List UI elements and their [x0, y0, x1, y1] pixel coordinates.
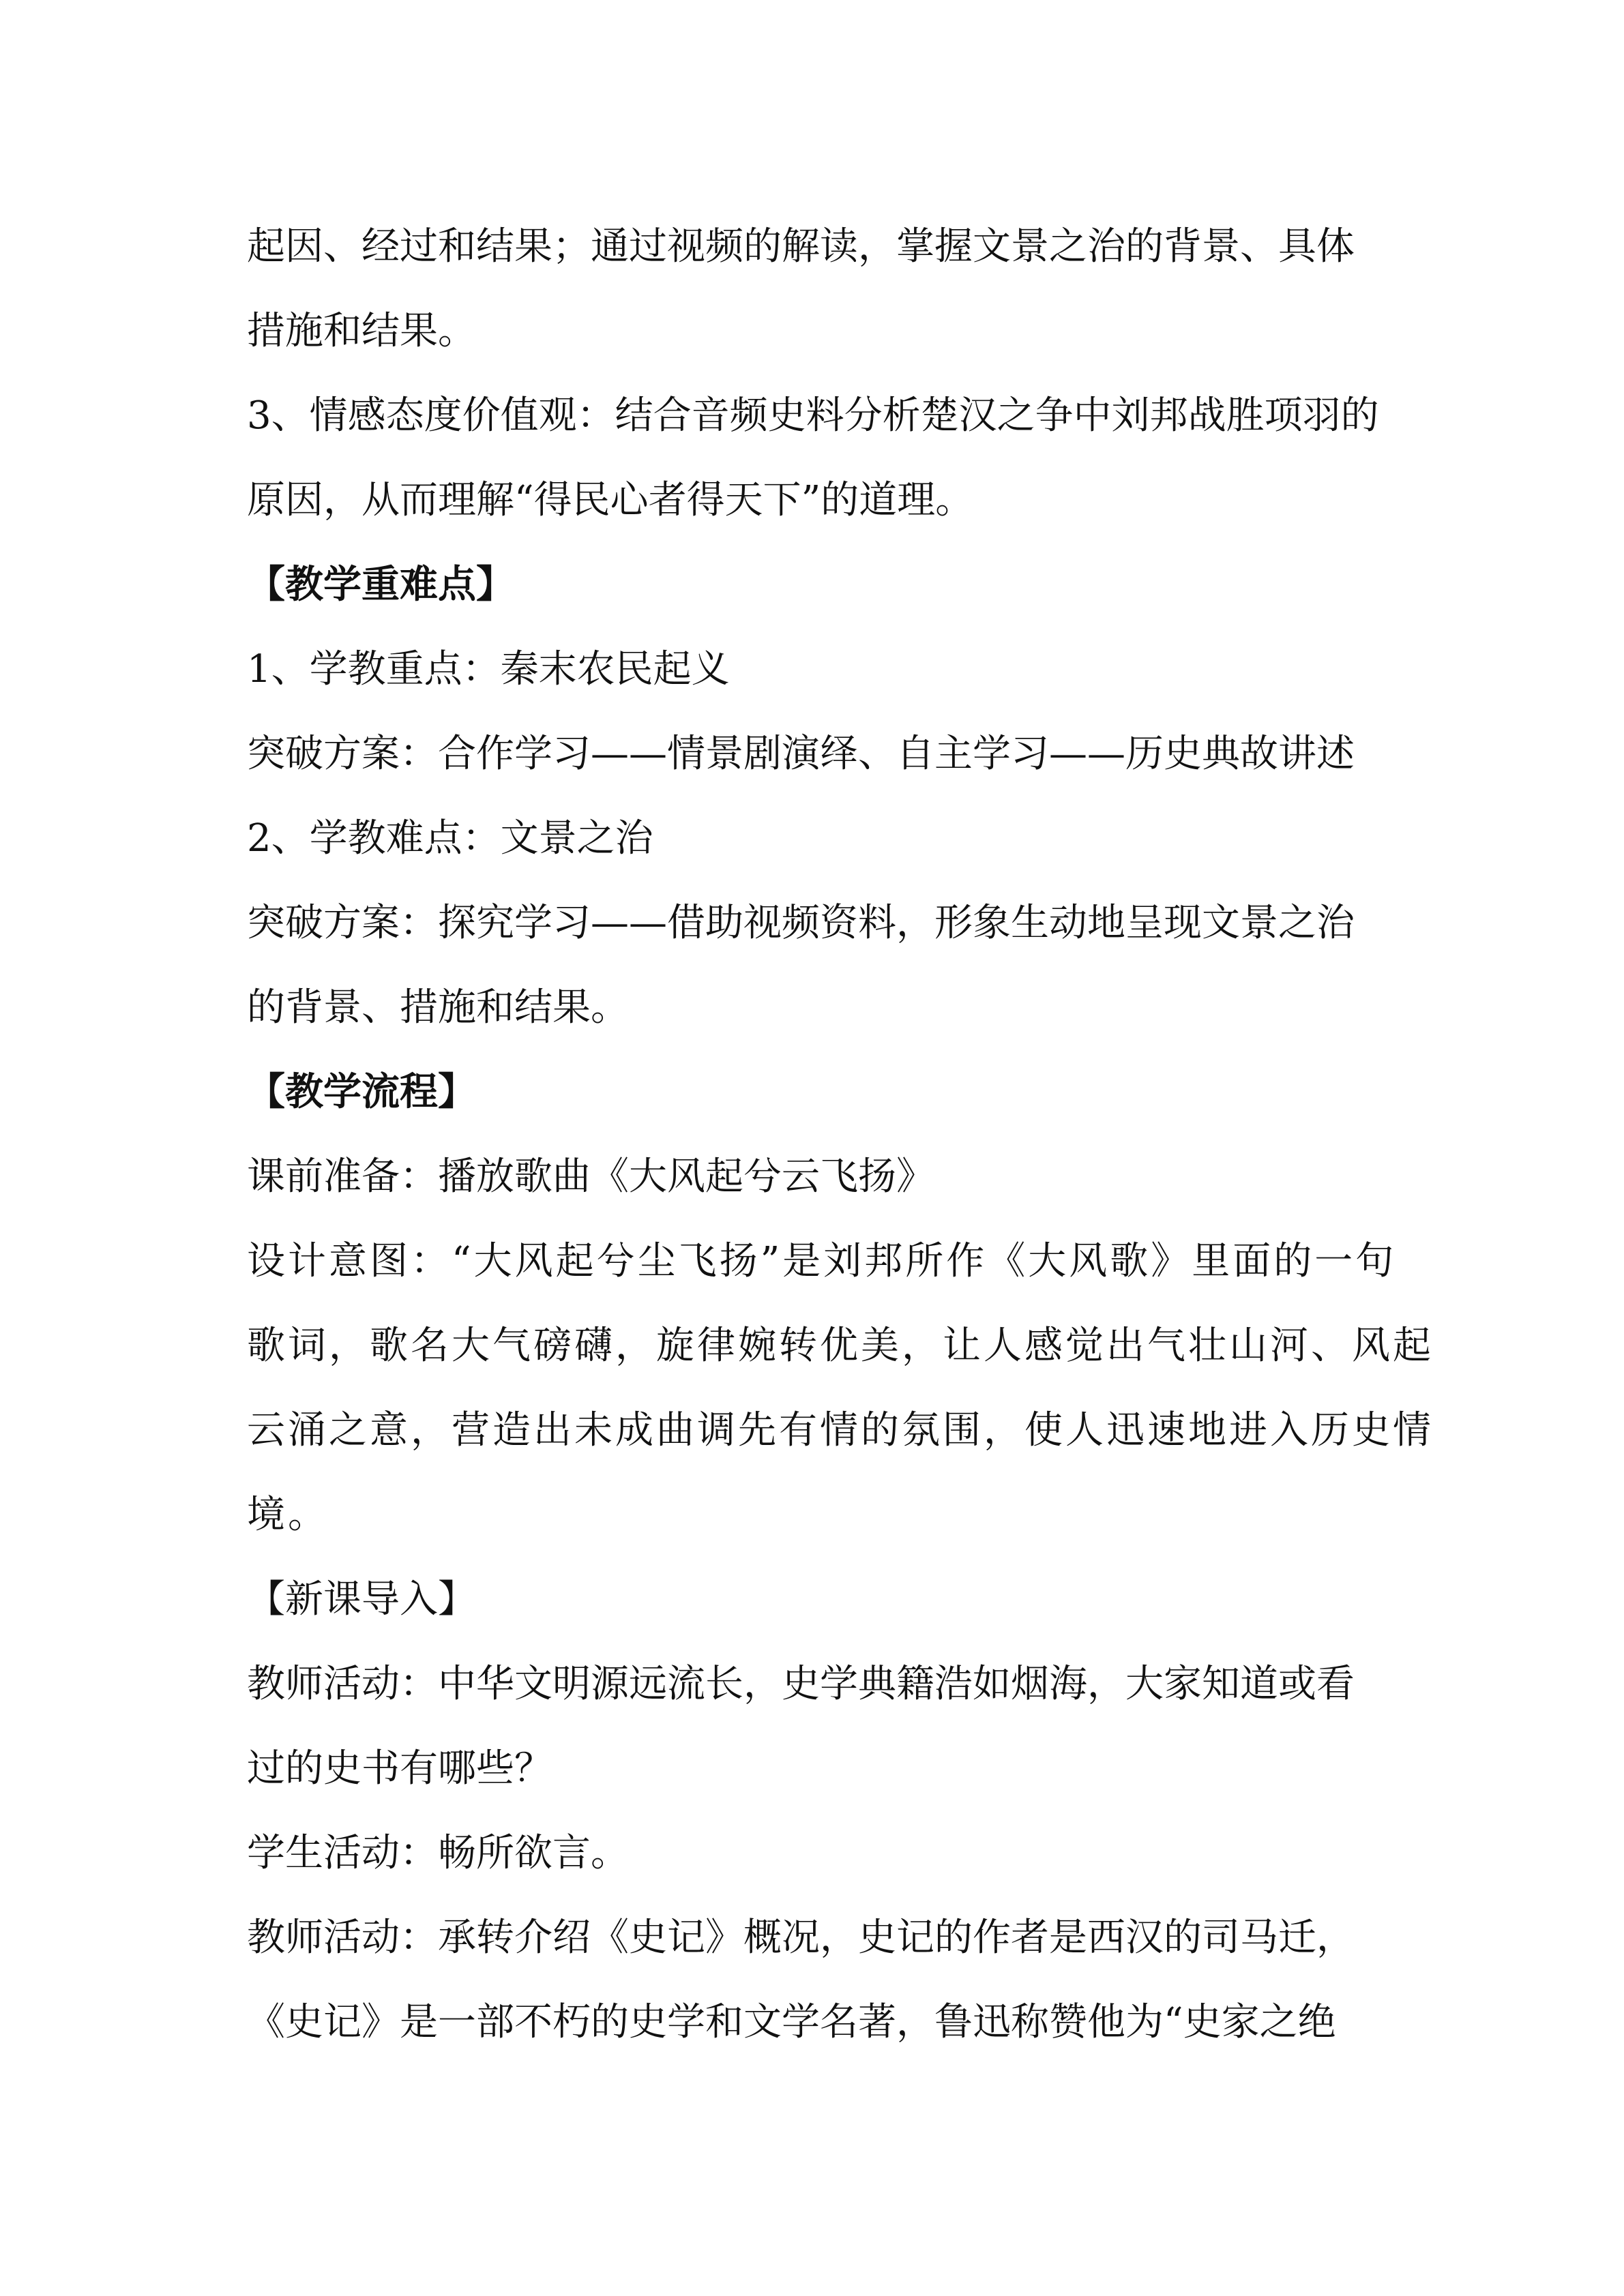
- body-line: 学生活动：畅所欲言。: [247, 1831, 629, 1875]
- body-line: 原因，从而理解“得民心者得天下”的道理。: [247, 478, 974, 522]
- body-line: 《史记》是一部不朽的史学和文学名著，鲁迅称赞他为“史家之绝: [247, 2000, 1336, 2044]
- section-heading-teaching-process: 【教学流程】: [247, 1070, 476, 1114]
- body-line: 教师活动：承转介绍《史记》概况，史记的作者是西汉的司马迁，: [247, 1915, 1355, 1960]
- design-intent-line: 歌词，歌名大气磅礴，旋律婉转优美，让人感觉出气壮山河、风起: [247, 1324, 1434, 1368]
- body-line: 措施和结果。: [247, 309, 476, 353]
- body-line: 2、学教难点：文景之治: [247, 816, 653, 861]
- body-line: 1、学教重点：秦末农民起义: [247, 647, 730, 691]
- body-line: 突破方案：合作学习——情景剧演绎、自主学习——历史典故讲述: [247, 732, 1355, 776]
- design-intent-line: 境。: [247, 1493, 329, 1537]
- body-line: 3、情感态度价值观：结合音频史料分析楚汉之争中刘邦战胜项羽的: [247, 393, 1379, 438]
- section-heading-key-points: 【教学重难点】: [247, 563, 514, 607]
- document-body: [247, 205, 1434, 2065]
- body-line: 起因、经过和结果；通过视频的解读，掌握文景之治的背景、具体: [247, 224, 1355, 269]
- body-line: 的背景、措施和结果。: [247, 985, 629, 1030]
- body-line: 突破方案：探究学习——借助视频资料，形象生动地呈现文景之治: [247, 901, 1355, 945]
- design-intent-line: 云涌之意，营造出未成曲调先有情的氛围，使人迅速地进入历史情: [247, 1408, 1434, 1452]
- body-line: 过的史书有哪些？: [247, 1746, 552, 1791]
- section-heading-new-lesson: 【新课导入】: [247, 1577, 476, 1622]
- body-line: 教师活动：中华文明源远流长，史学典籍浩如烟海，大家知道或看: [247, 1662, 1355, 1706]
- body-line: 课前准备：播放歌曲《大风起兮云飞扬》: [247, 1154, 934, 1199]
- design-intent-line: 设计意图：“大风起兮尘飞扬”是刘邦所作《大风歌》里面的一句: [247, 1239, 1397, 1283]
